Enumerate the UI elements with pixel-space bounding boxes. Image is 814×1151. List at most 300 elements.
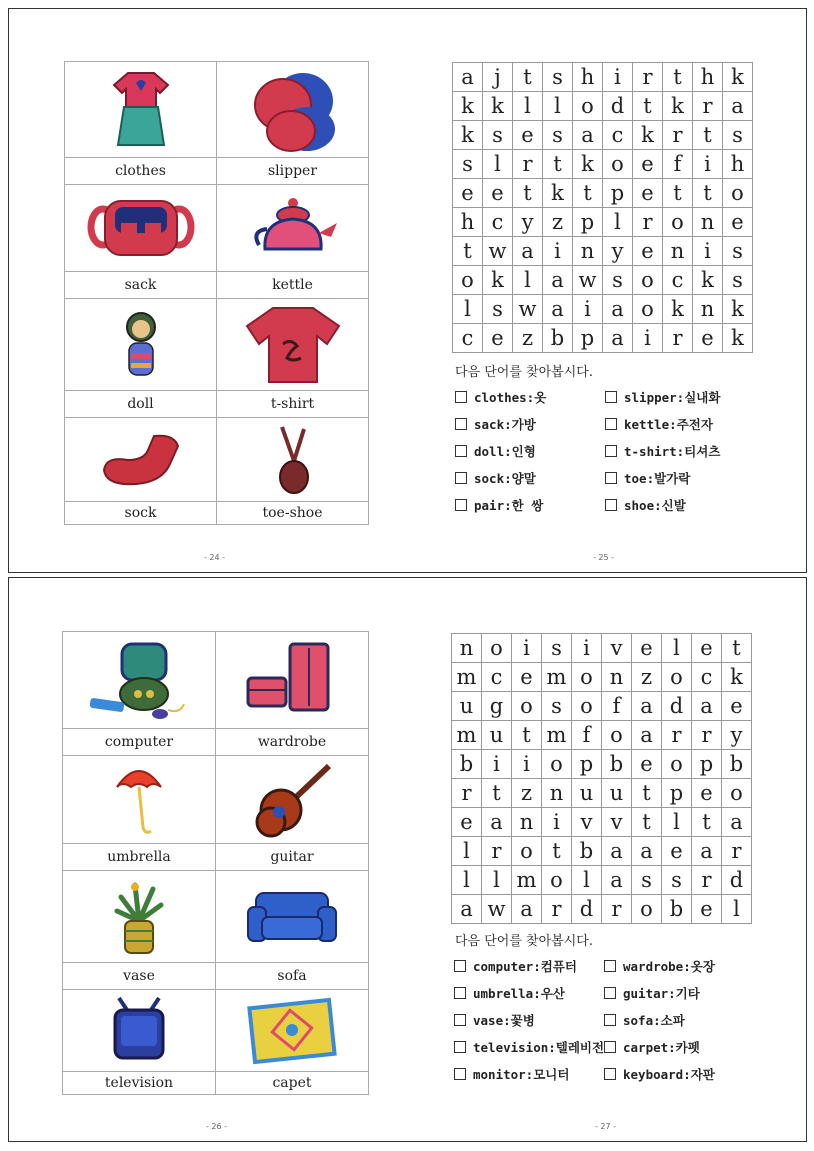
letter-cell[interactable]: i (603, 63, 633, 92)
letter-cell[interactable]: d (662, 692, 692, 721)
letter-cell[interactable]: r (633, 208, 663, 237)
letter-cell[interactable]: a (602, 837, 632, 866)
letter-cell[interactable]: o (512, 692, 542, 721)
letter-cell[interactable]: u (482, 721, 512, 750)
letter-cell[interactable]: s (632, 866, 662, 895)
picture-label: slipper (217, 158, 369, 185)
letter-cell[interactable]: r (663, 324, 693, 353)
letter-cell[interactable]: r (662, 721, 692, 750)
letter-cell[interactable]: b (662, 895, 692, 924)
letter-cell[interactable]: i (542, 808, 572, 837)
letter-cell[interactable]: o (542, 750, 572, 779)
letter-cell[interactable]: c (692, 663, 722, 692)
picture-cell (217, 418, 369, 502)
letter-cell[interactable]: z (512, 779, 542, 808)
letter-cell[interactable]: a (603, 324, 633, 353)
letter-cell[interactable]: e (483, 179, 513, 208)
letter-cell[interactable]: k (663, 92, 693, 121)
letter-cell[interactable]: c (453, 324, 483, 353)
checkbox[interactable] (454, 1068, 466, 1080)
checkbox[interactable] (605, 445, 617, 457)
letter-cell[interactable]: r (663, 121, 693, 150)
letter-cell[interactable]: t (633, 92, 663, 121)
letter-cell[interactable]: g (482, 692, 512, 721)
letter-cell[interactable]: l (482, 866, 512, 895)
checkbox[interactable] (455, 418, 467, 430)
letter-cell[interactable]: s (723, 237, 753, 266)
page-number: - 26 - (206, 1122, 228, 1131)
letter-cell[interactable]: l (513, 92, 543, 121)
letter-cell[interactable]: l (452, 837, 482, 866)
checkbox[interactable] (454, 987, 466, 999)
letter-cell[interactable]: e (662, 837, 692, 866)
letter-cell[interactable]: f (602, 692, 632, 721)
picture-card-grid-1 (64, 61, 369, 525)
letter-cell[interactable]: e (692, 895, 722, 924)
picture-label: sack (65, 272, 217, 299)
letter-cell[interactable]: s (543, 121, 573, 150)
letter-cell[interactable]: k (723, 295, 753, 324)
letter-cell[interactable]: l (543, 92, 573, 121)
letter-cell[interactable]: l (483, 150, 513, 179)
letter-cell[interactable]: f (663, 150, 693, 179)
letter-cell[interactable]: m (452, 721, 482, 750)
letter-cell[interactable]: e (693, 324, 723, 353)
letter-cell[interactable]: o (603, 150, 633, 179)
letter-cell[interactable]: t (663, 179, 693, 208)
letter-cell[interactable]: n (693, 208, 723, 237)
letter-cell[interactable]: y (722, 721, 752, 750)
picture-cell (63, 632, 216, 729)
word-item (605, 388, 755, 406)
letter-cell[interactable]: w (573, 266, 603, 295)
checkbox[interactable] (455, 499, 467, 511)
letter-cell[interactable]: f (572, 721, 602, 750)
letter-cell[interactable]: n (573, 237, 603, 266)
letter-cell[interactable]: r (692, 721, 722, 750)
checkbox[interactable] (604, 1041, 616, 1053)
letter-cell[interactable]: o (572, 692, 602, 721)
letter-cell[interactable]: r (722, 837, 752, 866)
grid-row (452, 837, 752, 866)
letter-cell[interactable]: o (482, 634, 512, 663)
letter-cell[interactable]: t (632, 779, 662, 808)
letter-cell[interactable]: o (602, 721, 632, 750)
letter-cell[interactable]: r (513, 150, 543, 179)
grid-row (452, 895, 752, 924)
letter-cell[interactable]: s (723, 266, 753, 295)
word-label: computer:컴퓨터 (473, 959, 577, 974)
letter-cell[interactable]: s (662, 866, 692, 895)
workbook-spread-1 (8, 8, 807, 573)
letter-cell[interactable]: a (632, 692, 662, 721)
letter-cell[interactable]: a (632, 837, 662, 866)
letter-cell[interactable]: i (543, 237, 573, 266)
letter-cell[interactable]: l (452, 866, 482, 895)
checkbox[interactable] (605, 499, 617, 511)
letter-cell[interactable]: o (542, 866, 572, 895)
letter-cell[interactable]: k (723, 63, 753, 92)
grid-row (453, 295, 753, 324)
letter-cell[interactable]: e (633, 150, 663, 179)
letter-cell[interactable]: t (512, 721, 542, 750)
letter-cell[interactable]: r (693, 92, 723, 121)
letter-cell[interactable]: s (543, 63, 573, 92)
wardrobe-icon (242, 638, 342, 722)
letter-cell[interactable]: a (692, 837, 722, 866)
letter-cell[interactable]: s (603, 266, 633, 295)
letter-cell[interactable]: t (543, 150, 573, 179)
letter-cell[interactable]: k (483, 266, 513, 295)
letter-cell[interactable]: a (722, 808, 752, 837)
letter-cell[interactable]: n (663, 237, 693, 266)
letter-cell[interactable]: p (662, 779, 692, 808)
checkbox[interactable] (605, 472, 617, 484)
letter-cell[interactable]: p (573, 324, 603, 353)
letter-cell[interactable]: a (512, 895, 542, 924)
picture-cell (216, 756, 369, 844)
checkbox[interactable] (605, 391, 617, 403)
letter-cell[interactable]: k (543, 179, 573, 208)
letter-cell[interactable]: b (602, 750, 632, 779)
picture-cell (216, 990, 369, 1072)
word-label: toe:발가락 (624, 471, 691, 486)
letter-cell[interactable]: a (482, 808, 512, 837)
letter-cell[interactable]: e (632, 750, 662, 779)
letter-cell[interactable]: o (723, 179, 753, 208)
letter-cell[interactable]: k (483, 92, 513, 121)
letter-cell[interactable]: v (602, 634, 632, 663)
letter-cell[interactable]: u (602, 779, 632, 808)
toe-shoe-icon (268, 423, 318, 497)
letter-cell[interactable]: k (693, 266, 723, 295)
workbook-spread-2 (8, 577, 807, 1142)
letter-cell[interactable]: u (572, 779, 602, 808)
letter-cell[interactable]: t (692, 808, 722, 837)
word-item (604, 1038, 754, 1056)
letter-cell[interactable]: a (723, 92, 753, 121)
grid-row (453, 208, 753, 237)
letter-cell[interactable]: l (722, 895, 752, 924)
letter-cell[interactable]: a (452, 895, 482, 924)
letter-cell[interactable]: o (722, 779, 752, 808)
letter-cell[interactable]: o (512, 837, 542, 866)
word-label: television:텔레비전 (473, 1040, 605, 1055)
letter-cell[interactable]: d (722, 866, 752, 895)
word-item (604, 957, 754, 975)
letter-cell[interactable]: n (512, 808, 542, 837)
checkbox[interactable] (604, 1068, 616, 1080)
grid-row (453, 92, 753, 121)
letter-cell[interactable]: n (452, 634, 482, 663)
letter-cell[interactable]: k (453, 121, 483, 150)
picture-cell (217, 299, 369, 391)
letter-cell[interactable]: h (693, 63, 723, 92)
letter-cell[interactable]: s (483, 295, 513, 324)
letter-cell[interactable]: e (633, 179, 663, 208)
grid-row (453, 150, 753, 179)
letter-cell[interactable]: t (693, 121, 723, 150)
picture-label: computer (63, 729, 216, 756)
letter-cell[interactable]: n (542, 779, 572, 808)
word-item (455, 415, 605, 433)
guitar-icon (247, 760, 337, 840)
letter-cell[interactable]: i (512, 634, 542, 663)
letter-cell[interactable]: o (453, 266, 483, 295)
grid-row (452, 866, 752, 895)
picture-label: sofa (216, 963, 369, 990)
letter-cell[interactable]: n (602, 663, 632, 692)
letter-cell[interactable]: i (633, 324, 663, 353)
letter-cell[interactable]: c (482, 663, 512, 692)
word-item (454, 1038, 604, 1056)
letter-cell[interactable]: i (482, 750, 512, 779)
letter-cell[interactable]: p (573, 208, 603, 237)
word-item (604, 1065, 754, 1083)
word-label: t-shirt:티셔츠 (624, 444, 721, 459)
letter-cell[interactable]: h (723, 150, 753, 179)
letter-cell[interactable]: k (663, 295, 693, 324)
word-item (605, 469, 755, 487)
letter-cell[interactable]: a (632, 721, 662, 750)
page-number: - 27 - (595, 1122, 617, 1131)
letter-cell[interactable]: p (572, 750, 602, 779)
letter-cell[interactable]: l (513, 266, 543, 295)
picture-cell (63, 990, 216, 1072)
letter-cell[interactable]: z (543, 208, 573, 237)
letter-cell[interactable]: r (452, 779, 482, 808)
picture-cell (217, 62, 369, 158)
checkbox[interactable] (604, 960, 616, 972)
checkbox[interactable] (455, 472, 467, 484)
letter-cell[interactable]: r (602, 895, 632, 924)
letter-cell[interactable]: t (542, 837, 572, 866)
letter-cell[interactable]: e (633, 237, 663, 266)
checkbox[interactable] (605, 418, 617, 430)
letter-cell[interactable]: e (692, 634, 722, 663)
letter-cell[interactable]: p (603, 179, 633, 208)
letter-cell[interactable]: e (722, 692, 752, 721)
letter-cell[interactable]: d (572, 895, 602, 924)
letter-cell[interactable]: k (573, 150, 603, 179)
letter-cell[interactable]: o (633, 266, 663, 295)
letter-cell[interactable]: t (513, 179, 543, 208)
checkbox[interactable] (604, 1014, 616, 1026)
letter-cell[interactable]: d (603, 92, 633, 121)
picture-cell (216, 632, 369, 729)
letter-cell[interactable]: y (513, 208, 543, 237)
checkbox[interactable] (455, 445, 467, 457)
letter-cell[interactable]: i (693, 237, 723, 266)
sack-icon (87, 193, 195, 263)
letter-cell[interactable]: e (512, 663, 542, 692)
grid-row (453, 324, 753, 353)
letter-cell[interactable]: r (692, 866, 722, 895)
picture-label: sock (65, 502, 217, 525)
word-item (605, 496, 755, 514)
checkbox[interactable] (454, 1041, 466, 1053)
letter-cell[interactable]: k (633, 121, 663, 150)
letter-cell[interactable]: w (513, 295, 543, 324)
picture-cell (216, 871, 369, 963)
letter-cell[interactable]: r (542, 895, 572, 924)
word-label: wardrobe:옷장 (623, 959, 715, 974)
letter-cell[interactable]: t (513, 63, 543, 92)
letter-cell[interactable]: a (543, 295, 573, 324)
letter-cell[interactable]: k (722, 663, 752, 692)
grid-row (453, 63, 753, 92)
word-item (454, 984, 604, 1002)
letter-cell[interactable]: e (692, 779, 722, 808)
letter-cell[interactable]: m (512, 866, 542, 895)
letter-cell[interactable]: i (573, 295, 603, 324)
picture-label: wardrobe (216, 729, 369, 756)
letter-cell[interactable]: l (603, 208, 633, 237)
page-number: - 25 - (593, 553, 615, 562)
letter-cell[interactable]: l (453, 295, 483, 324)
letter-cell[interactable]: m (542, 663, 572, 692)
letter-cell[interactable]: w (483, 237, 513, 266)
letter-cell[interactable]: i (512, 750, 542, 779)
word-item (455, 496, 605, 514)
word-label: guitar:기타 (623, 986, 700, 1001)
letter-cell[interactable]: b (452, 750, 482, 779)
checkbox[interactable] (454, 960, 466, 972)
letter-cell[interactable]: s (483, 121, 513, 150)
letter-cell[interactable]: o (662, 750, 692, 779)
letter-cell[interactable]: t (693, 179, 723, 208)
letter-cell[interactable]: j (483, 63, 513, 92)
letter-cell[interactable]: s (542, 692, 572, 721)
letter-cell[interactable]: t (663, 63, 693, 92)
letter-cell[interactable]: e (452, 808, 482, 837)
vase-icon (111, 877, 167, 957)
television-icon (109, 996, 169, 1066)
word-item (454, 957, 604, 975)
letter-cell[interactable]: i (572, 634, 602, 663)
sock-icon (96, 430, 186, 490)
letter-cell[interactable]: t (453, 237, 483, 266)
umbrella-icon (109, 761, 169, 839)
letter-cell[interactable]: e (632, 634, 662, 663)
letter-cell[interactable]: e (483, 324, 513, 353)
checkbox[interactable] (455, 391, 467, 403)
letter-cell[interactable]: s (542, 634, 572, 663)
carpet-icon (242, 994, 342, 1068)
letter-cell[interactable]: o (633, 295, 663, 324)
letter-cell[interactable]: z (632, 663, 662, 692)
picture-cell (65, 62, 217, 158)
letter-cell[interactable]: w (482, 895, 512, 924)
letter-cell[interactable]: c (663, 266, 693, 295)
letter-cell[interactable]: a (543, 266, 573, 295)
word-label: sack:가방 (474, 417, 536, 432)
letter-cell[interactable]: a (603, 295, 633, 324)
letter-cell[interactable]: l (662, 634, 692, 663)
tshirt-icon (243, 304, 343, 386)
letter-cell[interactable]: c (483, 208, 513, 237)
letter-cell[interactable]: c (603, 121, 633, 150)
letter-cell[interactable]: a (602, 866, 632, 895)
letter-cell[interactable]: h (453, 208, 483, 237)
letter-cell[interactable]: n (693, 295, 723, 324)
letter-cell[interactable]: k (723, 324, 753, 353)
letter-cell[interactable]: m (542, 721, 572, 750)
letter-cell[interactable]: r (482, 837, 512, 866)
word-item (454, 1065, 604, 1083)
letter-cell[interactable]: b (543, 324, 573, 353)
page-number: - 24 - (204, 553, 226, 562)
word-search-grid-2 (451, 633, 752, 924)
letter-cell[interactable]: m (452, 663, 482, 692)
word-label: vase:꽃병 (473, 1013, 535, 1028)
letter-cell[interactable]: h (573, 63, 603, 92)
letter-cell[interactable]: o (573, 92, 603, 121)
letter-cell[interactable]: k (453, 92, 483, 121)
letter-cell[interactable]: t (573, 179, 603, 208)
letter-cell[interactable]: u (452, 692, 482, 721)
letter-cell[interactable]: a (513, 237, 543, 266)
word-label: pair:한 쌍 (474, 498, 544, 513)
word-label: shoe:신발 (624, 498, 686, 513)
word-item (605, 442, 755, 460)
letter-cell[interactable]: a (573, 121, 603, 150)
picture-cell (65, 185, 217, 272)
letter-cell[interactable]: e (723, 208, 753, 237)
word-label: doll:인형 (474, 444, 536, 459)
letter-cell[interactable]: v (602, 808, 632, 837)
letter-cell[interactable]: o (663, 208, 693, 237)
letter-cell[interactable]: e (513, 121, 543, 150)
letter-cell[interactable]: l (572, 866, 602, 895)
letter-cell[interactable]: o (572, 663, 602, 692)
grid-row (453, 237, 753, 266)
letter-cell[interactable]: a (453, 63, 483, 92)
checkbox[interactable] (604, 987, 616, 999)
word-item (455, 442, 605, 460)
letter-cell[interactable]: o (632, 895, 662, 924)
letter-cell[interactable]: s (453, 150, 483, 179)
letter-cell[interactable]: i (693, 150, 723, 179)
letter-cell[interactable]: b (572, 837, 602, 866)
letter-cell[interactable]: s (723, 121, 753, 150)
letter-cell[interactable]: t (482, 779, 512, 808)
word-item (454, 1011, 604, 1029)
kettle-icon (245, 193, 341, 263)
picture-cell (63, 871, 216, 963)
word-label: keyboard:자판 (623, 1067, 715, 1082)
checkbox[interactable] (454, 1014, 466, 1026)
letter-cell[interactable]: r (633, 63, 663, 92)
letter-cell[interactable]: l (662, 808, 692, 837)
letter-cell[interactable]: b (722, 750, 752, 779)
letter-cell[interactable]: v (572, 808, 602, 837)
letter-cell[interactable]: y (603, 237, 633, 266)
letter-cell[interactable]: a (692, 692, 722, 721)
letter-cell[interactable]: z (513, 324, 543, 353)
picture-label: toe-shoe (217, 502, 369, 525)
instruction-text: 다음 단어를 찾아봅시다. (455, 934, 593, 949)
letter-cell[interactable]: t (632, 808, 662, 837)
letter-cell[interactable]: o (662, 663, 692, 692)
word-label: carpet:카펫 (623, 1040, 700, 1055)
letter-cell[interactable]: p (692, 750, 722, 779)
picture-label: television (63, 1072, 216, 1095)
picture-label: capet (216, 1072, 369, 1095)
letter-cell[interactable]: t (722, 634, 752, 663)
picture-label: clothes (65, 158, 217, 185)
letter-cell[interactable]: e (453, 179, 483, 208)
